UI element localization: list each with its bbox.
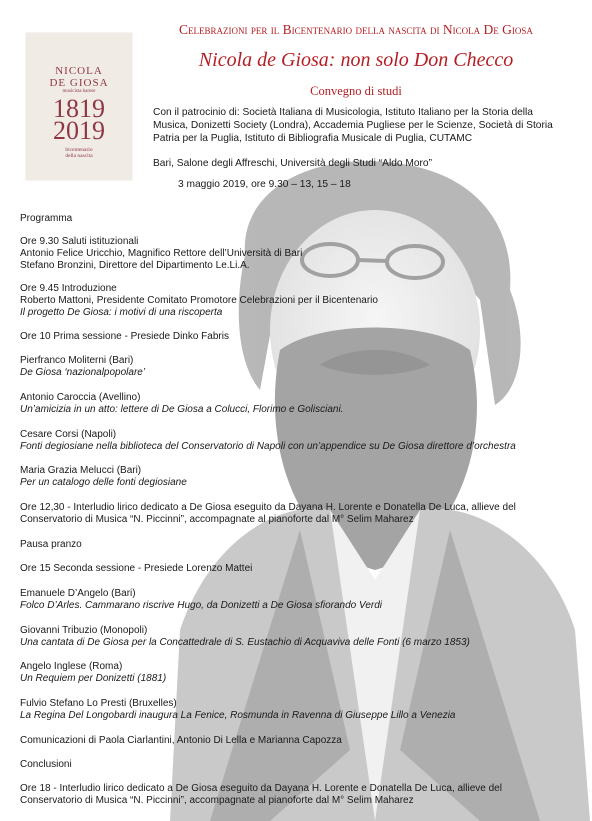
programme-line: Pausa pranzo xyxy=(20,539,82,550)
programme-line: Una cantata di De Giosa per la Concattedrale di S. Eustachio di Acquaviva delle Fonti (6 marzo 1853) xyxy=(20,637,470,648)
programme-line: Giovanni Tribuzio (Monopoli) xyxy=(20,625,148,636)
programme-line: Ore 9.45 Introduzione xyxy=(20,283,117,294)
programme-line: Ore 10 Prima sessione - Presiede Dinko Fabris xyxy=(20,331,229,342)
celebration-heading: Celebrazioni per il Bicentenario della nascita di Nicola De Giosa xyxy=(179,22,533,37)
programme-line: Fonti degiosiane nella biblioteca del Conservatorio di Napoli con un’appendice su De Giosa direttore d’orchestra xyxy=(20,441,516,452)
programme-line: Un’amicizia in un atto: lettere di De Giosa a Colucci, Florimo e Golisciani. xyxy=(20,404,344,415)
programme-line: Antonio Felice Uricchio, Magnifico Rettore dell’Università di Bari xyxy=(20,248,303,259)
programme-line: Per un catalogo delle fonti degiosiane xyxy=(20,477,187,488)
programme-line: Fulvio Stefano Lo Presti (Bruxelles) xyxy=(20,698,177,709)
programme-line: Conservatorio di Musica “N. Piccinni”, accompagnate al pianoforte dal M° Selim Maharez xyxy=(20,795,414,806)
venue-text: Bari, Salone degli Affreschi, Università degli Studi “Aldo Moro” xyxy=(153,158,432,169)
programme-line: Emanuele D’Angelo (Bari) xyxy=(20,588,136,599)
programme-line: Un Requiem per Donizetti (1881) xyxy=(20,673,167,684)
programme-line: Ore 15 Seconda sessione - Presiede Lorenzo Mattei xyxy=(20,563,253,574)
logo-caption-1: bicentenario xyxy=(65,147,93,153)
logo-first-name: NICOLA xyxy=(55,65,103,77)
programme-line: Angelo Inglese (Roma) xyxy=(20,661,123,672)
programme-line: Conclusioni xyxy=(20,759,72,770)
programme-line: Comunicazioni di Paola Ciarlantini, Antonio Di Lella e Marianna Capozza xyxy=(20,735,342,746)
patronage-line: Con il patrocinio di: Società Italiana di Musicologia, Istituto Italiano per la Storia della xyxy=(153,107,533,118)
patronage-text xyxy=(153,106,583,145)
programme-line: Conservatorio di Musica “N. Piccinni”, accompagnate al pianoforte dal M° Selim Maharez xyxy=(20,514,414,525)
logo-year-now: 2019 xyxy=(53,116,105,145)
programme-line: Antonio Caroccia (Avellino) xyxy=(20,392,141,403)
logo-tagline: musicista barese xyxy=(62,89,96,94)
patronage-line: Patria per la Puglia, Istituto di Bibliografia Musicale di Puglia, CUTAMC xyxy=(153,133,473,144)
bicentenary-logo xyxy=(26,33,132,180)
programme-line: Pierfranco Moliterni (Bari) xyxy=(20,355,134,366)
logo-year-birth: 1819 xyxy=(53,94,105,123)
date-text: 3 maggio 2019, ore 9.30 – 13, 15 – 18 xyxy=(178,179,351,190)
programme-line: De Giosa ‘nazionalpopolare’ xyxy=(20,367,146,378)
logo-caption-2: della nascita xyxy=(65,153,93,159)
programme-line: Il progetto De Giosa: i motivi di una riscoperta xyxy=(20,307,223,318)
programme-line: Roberto Mattoni, Presidente Comitato Promotore Celebrazioni per il Bicentenario xyxy=(20,295,378,306)
programme-line: Ore 18 - Interludio lirico dedicato a De Giosa eseguito da Dayana H. Lorente e Donatella De Luca, allieve del xyxy=(20,783,502,794)
patronage-line: Musica, Donizetti Society (Londra), Accademia Pugliese per le Scienze, Società di Storia xyxy=(153,120,553,131)
programme-line: Maria Grazia Melucci (Bari) xyxy=(20,465,142,476)
programme-line: Ore 9.30 Saluti istituzionali xyxy=(20,236,139,247)
programme-line: Programma xyxy=(20,213,73,224)
page-title: Nicola de Giosa: non solo Don Checco xyxy=(198,49,514,71)
programme-line: Folco D’Arles. Cammarano riscrive Hugo, da Donizetti a De Giosa sfiorando Verdi xyxy=(20,600,382,611)
programme-line: La Regina Del Longobardi inaugura La Fenice, Rosmunda in Ravenna di Giuseppe Lillo a Venezia xyxy=(20,710,456,721)
logo-last-name: DE GIOSA xyxy=(49,77,109,89)
logo-name xyxy=(26,65,132,89)
conference-subtitle: Convegno di studi xyxy=(310,84,402,98)
programme-line: Stefano Bronzini, Direttore del Dipartimento Le.Li.A. xyxy=(20,260,250,271)
programme-line: Ore 12,30 - Interludio lirico dedicato a De Giosa eseguito da Dayana H. Lorente e Donatella De Luca, allieve del xyxy=(20,502,516,513)
programme-line: Cesare Corsi (Napoli) xyxy=(20,429,117,440)
